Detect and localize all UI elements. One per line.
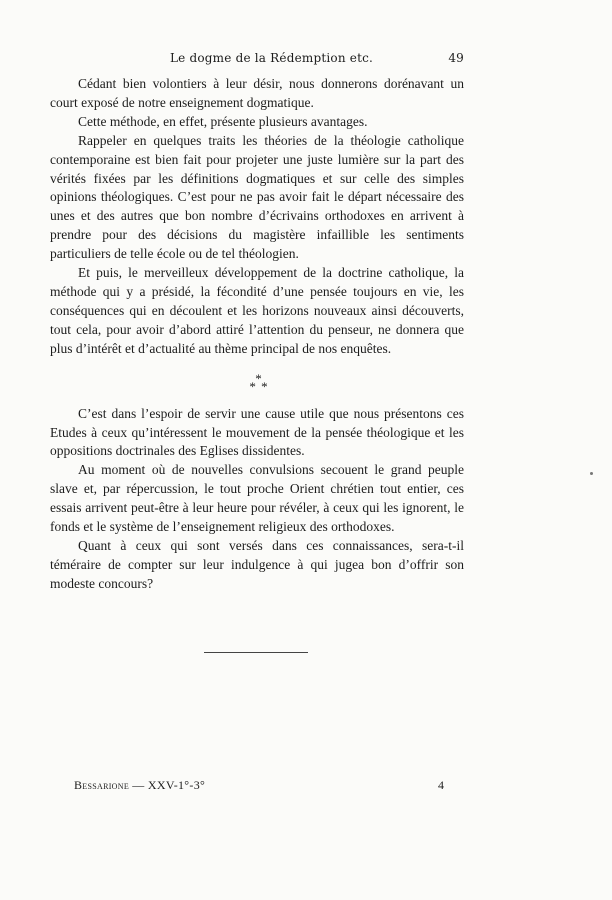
sheet-number: 4 <box>438 778 444 792</box>
running-title: Le dogme de la Rédemption etc. <box>170 51 374 65</box>
asterism-right: * <box>261 378 269 394</box>
asterism-left: * <box>249 378 257 394</box>
paragraph: Cédant bien volontiers à leur désir, nous donnerons dorénavant un court exposé de notre enseignement dogmatique. <box>50 76 464 110</box>
paragraph: Cette méthode, en effet, présente plusieurs avantages. <box>78 113 368 129</box>
asterism-top: * <box>255 370 263 386</box>
paragraph: Et puis, le merveilleux développement de la doctrine catholique, la méthode qui y a présidé, la fécondité d’une pensée toujours en vie, les conséquences qui en découlent et les horizons nouveaux ainsi découverts, tout cela, pour avoir d’abord attiré l’attention du penseur, ne donnera que plus d’intérêt et d’actualité au thème principal de nos enquêtes. <box>50 265 464 356</box>
section-rule <box>204 652 308 653</box>
paragraph: Au moment où de nouvelles convulsions secouent le grand peuple slave et, par répercussion, le tout proche Orient chrétien tout entier, ces essais arrivent peut-être à leur heure pour révéler, à ceux qui les ignorent, le fonds et le système de l’enseignement religieux des orthodoxes. <box>50 462 464 535</box>
margin-speck <box>590 472 593 475</box>
asterism-separator <box>54 370 464 394</box>
signature-mark: Bessarione — XXV-1°-3° <box>74 778 206 792</box>
paragraph: C’est dans l’espoir de servir une cause utile que nous présentons ces Etudes à ceux qu’intéressent le mouvement de la pensée théologique et les oppositions doctrinales des Eglises dissidentes. <box>50 405 464 459</box>
page-number: 49 <box>448 51 464 65</box>
paragraph: Rappeler en quelques traits les théories de la théologie catholique contemporaine est bien fait pour projeter une juste lumière sur la part des vérités fixées par les définitions dogmatiques et sur celle des simples opinions théologiques. C’est pour ne pas avoir fait le départ nécessaire des unes et des autres que bon nombre d’écrivains orthodoxes en arrivent à prendre pour des décisions du magistère infaillible les sentiments particuliers de telle école ou de tel théologien. <box>50 132 464 262</box>
paragraph: Quant à ceux qui sont versés dans ces connaissances, sera-t-il téméraire de compter sur leur indulgence à qui jugea bon d’offrir son modeste concours? <box>50 537 464 591</box>
body-text <box>50 75 464 594</box>
